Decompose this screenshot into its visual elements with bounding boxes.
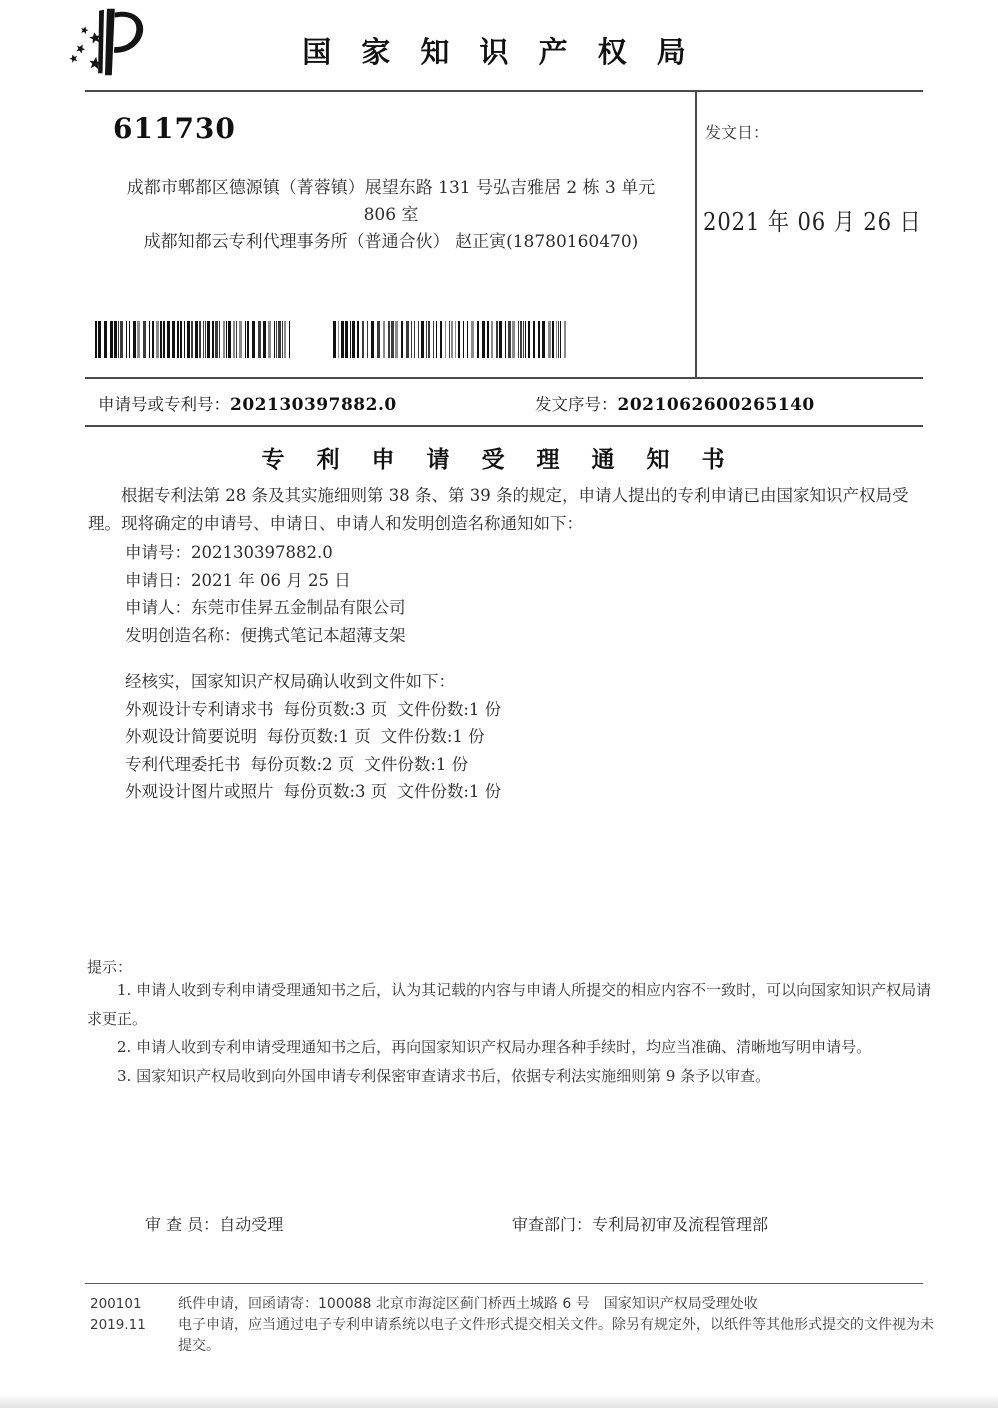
tip-item-2: 2. 申请人收到专利申请受理通知书之后，再向国家知识产权局办理各种手续时，均应当准确、清晰地写明申请号。 [117,1038,872,1056]
field-application-date [125,567,406,595]
header-divider [85,90,923,92]
footer-divider [85,1283,923,1284]
application-number-label: 申请号或专利号： [98,395,230,414]
document-name: 外观设计简要说明 [125,727,257,746]
department-value: 专利局初审及流程管理部 [592,1215,769,1234]
document-pages: 每份页数:3 页 [283,782,388,801]
serial-number-label: 发文序号： [535,395,618,414]
tip-item-3: 3. 国家知识产权局收到向外国申请专利保密审查请求书后，依据专利法实施细则第 9 条予以审查。 [117,1066,771,1085]
examiner-group [145,1212,283,1235]
form-code: 200101 [90,1296,142,1312]
document-pages: 每份页数:2 页 [250,754,355,774]
document-name: 外观设计图片或照片 [125,782,274,801]
field-value: 202130397882.0 [191,543,333,562]
field-value: 2021 年 06 月 25 日 [191,570,351,590]
examiner-value: 自动受理 [219,1215,284,1234]
field-label: 发明创造名称： [125,625,241,645]
field-application-number [125,539,406,567]
document-row [125,723,501,751]
received-intro: 经核实，国家知识产权局确认收到文件如下： [125,672,455,691]
dispatch-date-value: 2021 年 06 月 26 日 [703,208,922,236]
document-copies: 文件份数:1 份 [397,782,502,801]
tips-list [87,976,942,1090]
barcode-left [95,321,293,358]
serial-number-value: 2021062600265140 [617,395,815,415]
field-label: 申请人： [125,598,191,617]
recipient-agent-line: 成都知都云专利代理事务所（普通合伙） 赵正寅(18780160470) [143,232,639,252]
document-row [125,696,501,724]
document-row [125,778,501,806]
form-code-block [90,1294,146,1336]
notice-intro-paragraph: 根据专利法第 28 条及其实施细则第 38 条、第 39 条的规定，申请人提出的专利申请已由国家知识产权局受理。现将确定的申请号、申请日、申请人和发明创造名称通知如下： [88,486,909,533]
document-copies: 文件份数:1 份 [364,754,469,774]
form-date: 2019.11 [90,1317,146,1333]
dispatch-date-label: 发文日： [705,123,770,142]
application-fields [125,539,406,649]
numbers-row-top-divider [85,377,923,379]
document-pages: 每份页数:3 页 [283,699,388,719]
recipient-address-block [90,175,692,256]
application-number-group [98,391,397,415]
footer-efiling-line: 电子申请，应当通过电子专利申请系统以电子文件形式提交相关文件。除另有规定外，以纸件等其他形式提交的文件视为未提交。 [178,1317,934,1354]
numbers-row-bottom-divider [85,425,923,427]
tip-item-1: 1. 申请人收到专利申请受理通知书之后，认为其记载的内容与申请人所提交的相应内容不一致时，可以向国家知识产权局请求更正。 [87,981,932,1028]
examiner-label: 审 查 员： [145,1215,220,1234]
barcode-right [333,321,568,358]
document-row [125,751,501,779]
field-applicant [125,594,406,622]
field-label: 申请日： [125,570,191,590]
document-name: 专利代理委托书 [125,754,241,774]
field-value: 便携式笔记本超薄支架 [240,625,406,645]
recipient-address-line1: 成都市郫都区德源镇（菁蓉镇）展望东路 131 号弘吉雅居 2 栋 3 单元 [126,178,656,198]
agency-title: 国 家 知 识 产 权 局 [302,35,696,69]
serial-number-group [535,391,815,415]
tips-heading: 提示： [87,958,133,976]
footer-paper-line: 纸件申请，回函请寄：100088 北京市海淀区蓟门桥西土城路 6 号 国家知识产权局受理处收 [178,1296,758,1312]
recipient-address-line2: 806 室 [363,205,419,225]
application-number-value: 202130397882.0 [230,395,397,415]
recipient-postal-code: 611730 [113,112,236,145]
field-invention-title [125,622,406,650]
field-label: 申请号： [125,543,191,562]
document-pages: 每份页数:1 页 [267,727,371,746]
field-value: 东莞市佳昇五金制品有限公司 [191,598,406,617]
received-documents-block [125,668,501,806]
dispatch-box-divider [695,90,697,378]
footer-instructions [178,1294,940,1357]
document-copies: 文件份数:1 份 [397,699,502,719]
notice-title: 专 利 申 请 受 理 通 知 书 [261,446,737,473]
document-name: 外观设计专利请求书 [125,699,274,719]
department-group [512,1212,768,1235]
document-copies: 文件份数:1 份 [380,727,485,746]
department-label: 审查部门： [512,1215,593,1234]
